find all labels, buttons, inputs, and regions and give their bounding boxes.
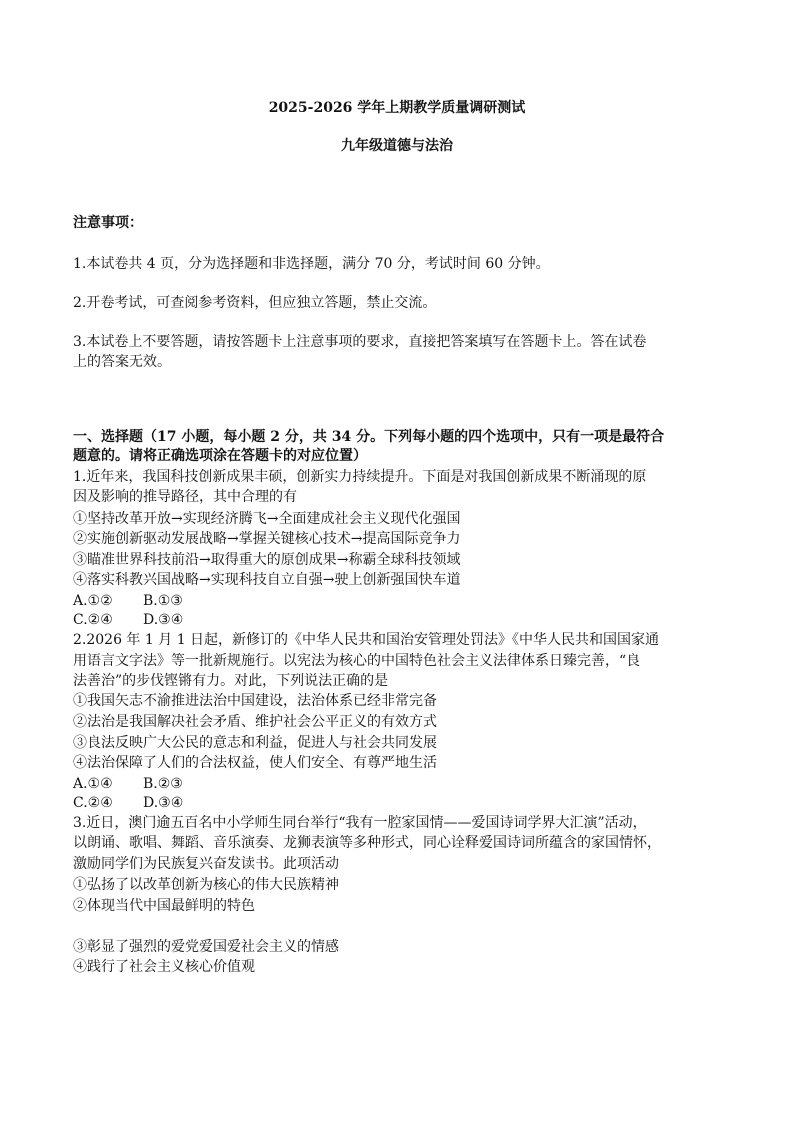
notice-item-2: 2.开卷考试，可查阅参考资料，但应独立答题，禁止交流。 bbox=[73, 295, 437, 311]
q1-options-row-2 bbox=[73, 610, 733, 630]
q1-option-a: A.①② bbox=[73, 593, 113, 609]
q3-statement-1: ①弘扬了以改革创新为核心的伟大民族精神 bbox=[73, 877, 339, 893]
q1-option-d: D.③④ bbox=[143, 612, 184, 628]
notice-item-3-line-1: 3.本试卷上不要答题，请按答题卡上注意事项的要求，直接把答案填写在答题卡上。答在试卷 bbox=[73, 334, 647, 350]
q2-options-row-2 bbox=[73, 793, 733, 813]
notice-item-3-line-2: 上的答案无效。 bbox=[73, 354, 171, 370]
q2-stem-line-2: 用语言文字法》等一批新规施行。以宪法为核心的中国特色社会主义法律体系日臻完善，“良 bbox=[73, 653, 641, 669]
q2-stem-line-3: 法善治”的步伐铿锵有力。对此，下列说法正确的是 bbox=[73, 673, 389, 689]
q3-statement-2: ②体现当代中国最鲜明的特色 bbox=[73, 898, 255, 914]
q1-statement-4: ④落实科教兴国战略→实现科技自立自强→驶上创新强国快车道 bbox=[73, 572, 461, 588]
exam-title: 2025-2026 学年上期教学质量调研测试 bbox=[268, 100, 526, 116]
exam-subject: 九年级道德与法治 bbox=[341, 138, 453, 154]
notice-heading: 注意事项： bbox=[73, 215, 143, 231]
section-heading-line-2: 题意的。请将正确选项涂在答题卡的对应位置） bbox=[73, 448, 367, 464]
q3-stem-line-3: 激励同学们为民族复兴奋发读书。此项活动 bbox=[73, 856, 339, 872]
notice-item-1: 1.本试卷共 4 页，分为选择题和非选择题，满分 70 分，考试时间 60 分钟。 bbox=[73, 256, 550, 272]
q2-stem-line-1: 2.2026 年 1 月 1 日起，新修订的《中华人民共和国治安管理处罚法》《中华人民共和国国家通 bbox=[73, 632, 660, 648]
q2-option-b: B.②③ bbox=[143, 776, 183, 792]
q2-options-row-1 bbox=[73, 774, 733, 794]
q1-stem-line-1: 1.近年来，我国科技创新成果丰硕，创新实力持续提升。下面是对我国创新成果不断涌现的原 bbox=[73, 469, 647, 485]
q1-option-c: C.②④ bbox=[73, 612, 113, 628]
section-heading-line-1: 一、选择题（17 小题，每小题 2 分，共 34 分。下列每小题的四个选项中，只有一项是最符合 bbox=[73, 429, 665, 445]
q2-statement-1: ①我国矢志不渝推进法治中国建设，法治体系已经非常完备 bbox=[73, 693, 437, 709]
q3-stem-line-1: 3.近日，澳门逾五百名中小学师生同台举行“我有一腔家国情——爱国诗词学界大汇演”活动， bbox=[73, 815, 647, 831]
q1-stem-line-2: 因及影响的推导路径，其中合理的有 bbox=[73, 489, 297, 505]
q1-statement-2: ②实施创新驱动发展战略→掌握关键核心技术→提高国际竞争力 bbox=[73, 531, 461, 547]
q3-statement-4: ④践行了社会主义核心价值观 bbox=[73, 959, 255, 975]
q1-option-b: B.①③ bbox=[143, 593, 183, 609]
q2-option-d: D.③④ bbox=[143, 795, 184, 811]
q1-options-row-1 bbox=[73, 591, 733, 611]
q3-stem-line-2: 以朗诵、歌唱、舞蹈、音乐演奏、龙狮表演等多种形式，同心诠释爱国诗词所蕴含的家国情怀， bbox=[73, 835, 661, 851]
q2-option-c: C.②④ bbox=[73, 795, 113, 811]
q2-statement-3: ③良法反映广大公民的意志和利益，促进人与社会共同发展 bbox=[73, 735, 437, 751]
q1-statement-3: ③瞄准世界科技前沿→取得重大的原创成果→称霸全球科技领域 bbox=[73, 552, 461, 568]
q1-statement-1: ①坚持改革开放→实现经济腾飞→全面建成社会主义现代化强国 bbox=[73, 511, 461, 527]
q3-statement-3: ③彰显了强烈的爱党爱国爱社会主义的情感 bbox=[73, 939, 339, 955]
q2-statement-2: ②法治是我国解决社会矛盾、维护社会公平正义的有效方式 bbox=[73, 714, 437, 730]
q2-option-a: A.①④ bbox=[73, 776, 113, 792]
q2-statement-4: ④法治保障了人们的合法权益，使人们安全、有尊严地生活 bbox=[73, 755, 437, 771]
